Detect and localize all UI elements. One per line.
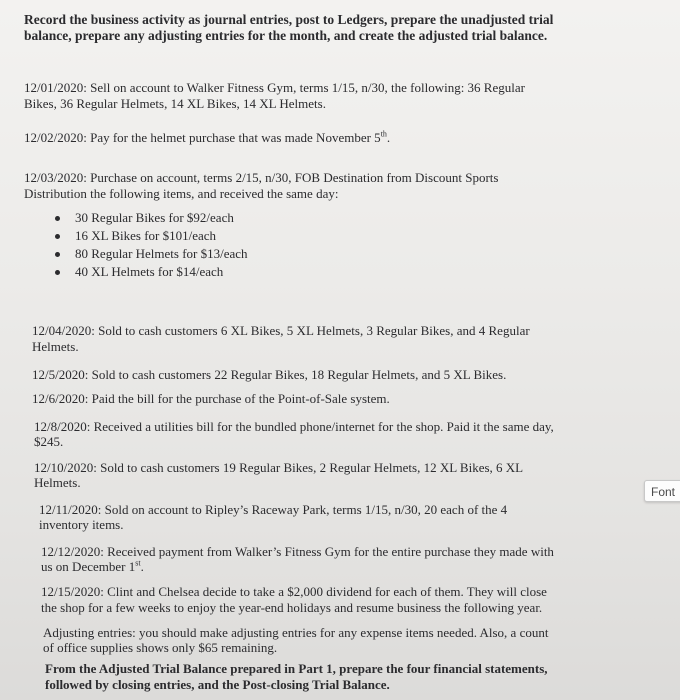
list-item: 80 Regular Helmets for $13/each xyxy=(55,245,248,263)
entry-12-10-line1: 12/10/2020: Sold to cash customers 19 Regular Bikes, 2 Regular Helmets, 12 XL Bikes, 6 XL xyxy=(34,460,524,475)
entry-12-10-line2: Helmets. xyxy=(34,475,81,490)
entry-12-05: 12/5/2020: Sold to cash customers 22 Regular Bikes, 18 Regular Helmets, and 5 XL Bikes. xyxy=(32,367,507,382)
instructions-heading: Record the business activity as journal entries, post to Ledgers, prepare the unadjusted trial balance, prepare any adjusting entries for the month, and create the adjusted trial balance. xyxy=(24,12,554,43)
entry-12-01-line1: 12/01/2020: Sell on account to Walker Fitness Gym, terms 1/15, n/30, the following: 36 Regular xyxy=(24,80,525,95)
entry-12-15-line2: the shop for a few weeks to enjoy the year-end holidays and resume business the following year. xyxy=(41,600,543,615)
entry-12-01-line2: Bikes, 36 Regular Helmets, 14 XL Bikes, 14 XL Helmets. xyxy=(24,96,326,111)
entry-12-04-line1: 12/04/2020: Sold to cash customers 6 XL Bikes, 5 XL Helmets, 3 Regular Bikes, and 4 Regular xyxy=(32,323,530,338)
entry-12-02-sup: th xyxy=(380,129,387,139)
entry-12-03-line1: 12/03/2020: Purchase on account, terms 2/15, n/30, FOB Destination from Discount Sports xyxy=(24,170,499,185)
list-item: 30 Regular Bikes for $92/each xyxy=(55,209,248,227)
entry-12-02-text: 12/02/2020: Pay for the helmet purchase that was made November 5 xyxy=(24,130,381,145)
entry-12-03-line2: Distribution the following items, and received the same day: xyxy=(24,186,339,201)
bullet-icon xyxy=(55,216,60,221)
entry-12-06: 12/6/2020: Paid the bill for the purchase of the Point-of-Sale system. xyxy=(32,391,390,406)
bullet-icon xyxy=(55,270,60,275)
entry-12-08-line1: 12/8/2020: Received a utilities bill for the bundled phone/internet for the shop. Paid it the same day, xyxy=(34,419,554,434)
font-side-tab[interactable]: Font xyxy=(644,480,680,502)
final-instructions-line2: followed by closing entries, and the Post-closing Trial Balance. xyxy=(45,677,390,692)
entry-12-02: 12/02/2020: Pay for the helmet purchase that was made November 5th. xyxy=(24,129,391,145)
final-instructions-line1: From the Adjusted Trial Balance prepared in Part 1, prepare the four financial statements, xyxy=(45,661,548,676)
bullet-icon xyxy=(55,252,60,257)
purchase-items-list xyxy=(55,209,248,281)
list-item: 40 XL Helmets for $14/each xyxy=(55,263,248,281)
bullet-icon xyxy=(55,234,60,239)
entry-12-08-line2: $245. xyxy=(34,434,64,449)
entry-12-11-line2: inventory items. xyxy=(39,517,124,532)
entry-12-12-line2: us on December 1st. xyxy=(41,558,144,574)
adjusting-entries-line2: of office supplies shows only $65 remaining. xyxy=(43,640,278,655)
adjusting-entries-line1: Adjusting entries: you should make adjusting entries for any expense items needed. Also, a count xyxy=(43,625,549,640)
entry-12-11-line1: 12/11/2020: Sold on account to Ripley’s Raceway Park, terms 1/15, n/30, 20 each of the 4 xyxy=(39,502,508,517)
entry-12-12-line1: 12/12/2020: Received payment from Walker’s Fitness Gym for the entire purchase they made with xyxy=(41,544,554,559)
entry-12-15-line1: 12/15/2020: Clint and Chelsea decide to take a $2,000 dividend for each of them. They will close xyxy=(41,584,547,599)
list-item: 16 XL Bikes for $101/each xyxy=(55,227,248,245)
entry-12-04-line2: Helmets. xyxy=(32,339,79,354)
